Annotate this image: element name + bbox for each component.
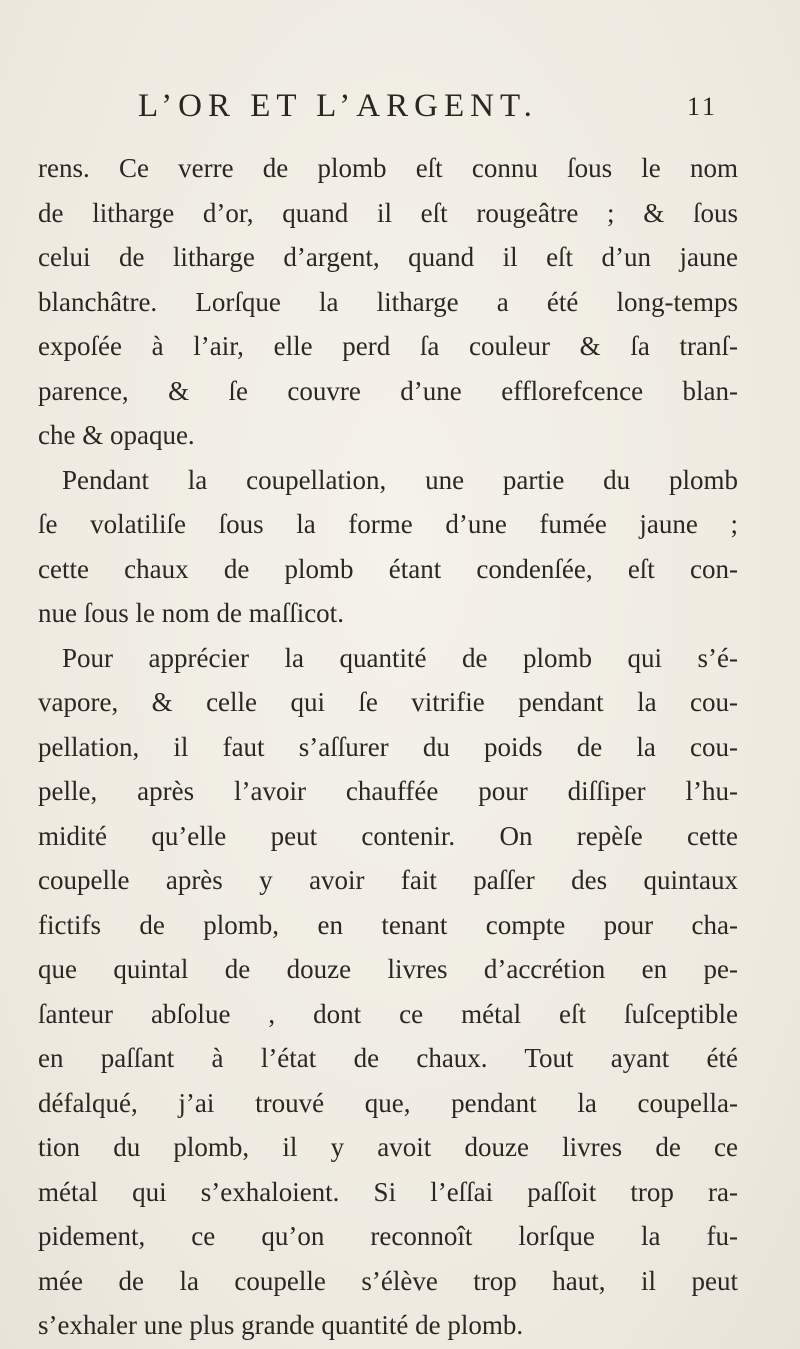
text-line: pidement, ce qu’on reconnoît lorſque la fu- [38, 1221, 738, 1251]
text-line: défalqué, j’ai trouvé que, pendant la coupella- [38, 1087, 738, 1118]
text-line: mée de la coupelle s’élève trop haut, il peut [38, 1265, 738, 1296]
text-line: de litharge d’or, quand il eſt rougeâtre ; & ſous [38, 197, 738, 228]
text-line: rens. Ce verre de plomb eſt connu ſous le nom [38, 153, 738, 183]
page-number: 11 [686, 92, 718, 121]
text-line: coupelle après y avoir fait paſſer des quintaux [38, 865, 738, 895]
text-line: ſanteur abſolue , dont ce métal eſt ſuſceptible [38, 998, 738, 1029]
text-line: pellation, il faut s’aſſurer du poids de la cou- [38, 731, 738, 762]
running-title: L’OR ET L’ARGENT. [138, 88, 538, 124]
text-line: parence, & ſe couvre d’une efflorefcence blan- [38, 375, 738, 406]
text-line: fictifs de plomb, en tenant compte pour cha- [38, 909, 738, 940]
text-line: ſe volatiliſe ſous la forme d’une fumée jaune ; [38, 509, 738, 539]
text-line: cette chaux de plomb étant condenſée, eſt con- [38, 553, 738, 584]
text-line: expoſée à l’air, elle perd ſa couleur & ſa tranſ- [38, 331, 738, 361]
text-line: nue ſous le nom de maſſicot. [38, 598, 344, 628]
text-line: s’exhaler une plus grande quantité de plomb. [38, 1310, 524, 1340]
running-head [138, 88, 718, 128]
text-line: métal qui s’exhaloient. Si l’eſſai paſſoit trop ra- [38, 1176, 738, 1207]
text-line: Pour apprécier la quantité de plomb qui s’é- [62, 642, 738, 673]
text-line: che & opaque. [38, 420, 195, 450]
text-line: tion du plomb, il y avoit douze livres de ce [38, 1132, 738, 1162]
body-text [38, 146, 738, 1348]
text-line: vapore, & celle qui ſe vitrifie pendant la cou- [38, 687, 738, 717]
text-line: blanchâtre. Lorſque la litharge a été long-temps [38, 286, 738, 317]
text-line: Pendant la coupellation, une partie du plomb [62, 464, 738, 495]
text-line: celui de litharge d’argent, quand il eſt d’un jaune [38, 242, 738, 272]
text-line: en paſſant à l’état de chaux. Tout ayant été [38, 1043, 738, 1073]
text-line: que quintal de douze livres d’accrétion en pe- [38, 954, 738, 984]
text-line: pelle, après l’avoir chauffée pour diſſiper l’hu- [38, 776, 738, 806]
text-line: midité qu’elle peut contenir. On repèſe cette [38, 820, 738, 851]
